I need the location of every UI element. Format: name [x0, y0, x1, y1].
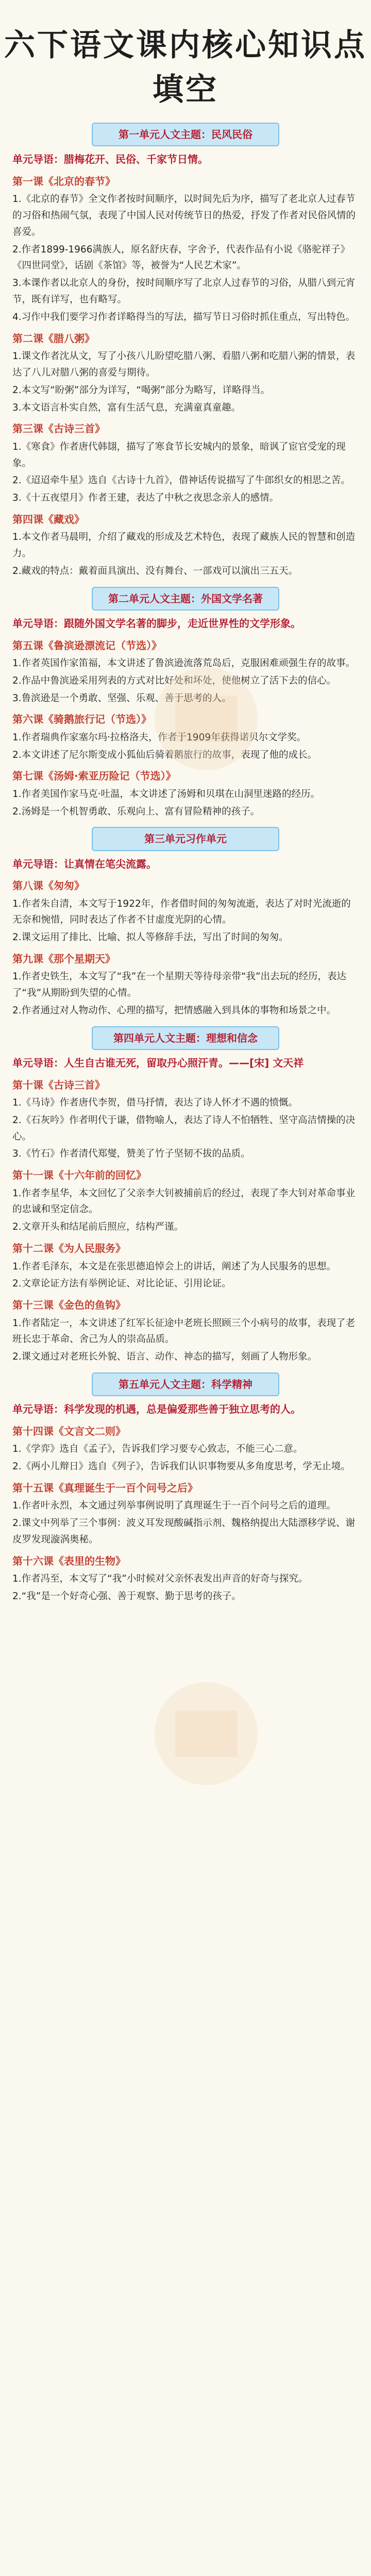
text-line: 1.作者瑞典作家塞尔玛·拉格洛夫，作者于1909年获得诺贝尔文学奖。 — [12, 732, 307, 743]
text-line: 3.《十五夜望月》作者王建，表达了中秋之夜思念亲人的感情。 — [12, 493, 279, 504]
lesson-title: 第二课《腊八粥》 — [12, 332, 95, 345]
text-line: 3.本课作者以北京人的身份，按时间顺序写了北京人过春节的习俗，从腊八到元宵节，既有详写，也有略写。 — [12, 278, 356, 306]
text-line: 2.藏戏的特点：戴着面具演出、没有舞台、一部戏可以演出三五天。 — [12, 565, 298, 577]
text-line: 1.作者史铁生，本文写了“我”在一个星期天等待母亲带“我”出去玩的经历，表达了“我”从期盼到失望的心情。 — [12, 971, 346, 999]
unit-theme: 单元导语：科学发现的机遇，总是偏爱那些善于独立思考的人。 — [12, 1403, 301, 1416]
text-line: 2.《石灰吟》作者明代于谦，借物喻人，表达了诗人不怕牺牲、坚守高洁情操的决心。 — [12, 1114, 356, 1142]
text-line: 2.作者1899-1966满族人，原名舒庆春，字舍予，代表作品有小说《骆驼祥子》《四世同堂》，话剧《茶馆》等，被誉为“人民艺术家”。 — [12, 244, 350, 272]
text-line: 1.《马诗》作者唐代李贺，借马抒情，表达了诗人怀才不遇的愤慨。 — [12, 1097, 298, 1109]
content — [0, 123, 371, 1605]
lesson-title: 第十二课《为人民服务》 — [12, 1242, 126, 1255]
unit-banner: 第五单元人文主题：科学精神 — [92, 1372, 279, 1396]
text-line: 2.文章论证方法有举例论证、对比论证、引用论证。 — [12, 1278, 231, 1290]
text-line: 1.《学弈》选自《孟子》，告诉我们学习要专心致志，不能三心二意。 — [12, 1444, 303, 1455]
text-line: 1.作者冯至，本文写了“我”小时候对父亲怀表发出声音的好奇与探究。 — [12, 1573, 308, 1584]
lesson-title: 第十五课《真理诞生于一百个问号之后》 — [12, 1481, 198, 1494]
text-line: 3.鲁滨逊是一个勇敢、坚强、乐观、善于思考的人。 — [12, 692, 231, 704]
lesson-title: 第一课《北京的春节》 — [12, 175, 115, 188]
text-line: 4.习作中我们要学习作者详略得当的写法，描写节日习俗时抓住重点，写出特色。 — [12, 311, 356, 323]
lesson-title: 第十三课《金色的鱼钩》 — [12, 1299, 126, 1312]
unit-theme: 单元导语：人生自古谁无死，留取丹心照汗青。——[宋] 文天祥 — [12, 1057, 304, 1070]
text-line: 2.《两小儿辩日》选自《列子》，告诉我们认识事物要从多角度思考，学无止境。 — [12, 1461, 350, 1472]
text-line: 2.作者通过对人物动作、心理的描写，把情感融入到具体的事物和场景之中。 — [12, 1005, 336, 1016]
text-line: 2.课文通过对老班长外貌、语言、动作、神态的描写，刻画了人物形象。 — [12, 1351, 317, 1363]
text-line: 2.作品中鲁滨逊采用列表的方式对比好处和坏处，使他树立了活下去的信心。 — [12, 675, 336, 686]
unit-banner: 第三单元习作单元 — [92, 827, 279, 851]
unit-banner: 第四单元人文主题：理想和信念 — [92, 1026, 279, 1050]
text-line: 2.汤姆是一个机智勇敢、乐观向上、富有冒险精神的孩子。 — [12, 806, 260, 817]
lesson-title: 第十六课《表里的生物》 — [12, 1554, 126, 1567]
lesson-title: 第十一课《十六年前的回忆》 — [12, 1169, 146, 1182]
lesson-title: 第八课《匆匆》 — [12, 879, 85, 892]
unit-theme: 单元导语：腊梅花开、民俗、千家节日情。 — [12, 153, 208, 166]
text-line: 2.本文讲述了尼尔斯变成小狐仙后骑着鹅旅行的故事，表现了他的成长。 — [12, 749, 317, 760]
lesson-title: 第五课《鲁滨逊漂流记（节选）》 — [12, 639, 162, 652]
text-line: 1.作者美国作家马克·吐温，本文讲述了汤姆和贝琪在山洞里迷路的经历。 — [12, 788, 321, 800]
lesson-title: 第九课《那个星期天》 — [12, 953, 115, 965]
text-line: 1.作者李星华，本文回忆了父亲李大钊被捕前后的经过，表现了李大钊对革命事业的忠诚和坚定信念。 — [12, 1188, 356, 1215]
text-line: 1.作者毛泽东，本文是在张思德追悼会上的讲话，阐述了为人民服务的思想。 — [12, 1261, 336, 1272]
text-line: 1.作者英国作家笛福，本文讲述了鲁滨逊流落荒岛后，克服困难顽强生存的故事。 — [12, 657, 356, 669]
text-line: 1.《寒食》作者唐代韩翃，描写了寒食节长安城内的景象，暗讽了宦官受宠的现象。 — [12, 441, 346, 469]
lesson-title: 第三课《古诗三首》 — [12, 422, 105, 435]
lesson-title: 第十课《古诗三首》 — [12, 1078, 105, 1091]
lesson-title: 第七课《汤姆·索亚历险记（节选）》 — [12, 770, 176, 783]
unit-theme: 单元导语：让真情在笔尖流露。 — [12, 857, 157, 870]
page-title: 六下语文课内核心知识点填空 — [4, 27, 367, 108]
unit-theme: 单元导语：跟随外国文学名著的脚步，走近世界性的文学形象。 — [12, 617, 301, 630]
text-line: 1.本文作者马晨明，介绍了藏戏的形成及艺术特色，表现了藏族人民的智慧和创造力。 — [12, 532, 356, 560]
lesson-title: 第六课《骑鹅旅行记（节选）》 — [12, 713, 151, 726]
text-line: 3.本文语言朴实自然，富有生活气息，充满童真童趣。 — [12, 402, 241, 413]
text-line: 2.课文运用了排比、比喻、拟人等修辞手法，写出了时间的匆匆。 — [12, 932, 289, 943]
text-line: 1.《北京的春节》全文作者按时间顺序，以时间先后为序，描写了老北京人过春节的习俗和热闹气氛，表现了中国人民对传统节日的热爱，抒发了作者对民俗风情的喜爱。 — [12, 194, 356, 238]
unit-banner: 第二单元人文主题：外国文学名著 — [92, 587, 279, 611]
text-line: 1.课文作者沈从文，写了小孩八儿盼望吃腊八粥、看腊八粥和吃腊八粥的情景，表达了八儿对腊八粥的喜爱与期待。 — [12, 351, 356, 378]
lesson-title: 第四课《藏戏》 — [12, 513, 85, 526]
text-line: 2.“我”是一个好奇心强、善于观察、勤于思考的孩子。 — [12, 1590, 241, 1602]
text-line: 2.文章开头和结尾前后照应，结构严谨。 — [12, 1222, 184, 1233]
watermark-logo-icon — [139, 1674, 273, 1793]
text-line: 2.课文中列举了三个事例：波义耳发现酸碱指示剂、魏格纳提出大陆漂移学说、谢皮罗发现漩涡奥秘。 — [12, 1517, 356, 1545]
text-line: 3.《竹石》作者清代郑燮，赞美了竹子坚韧不拔的品质。 — [12, 1148, 250, 1160]
text-line: 1.作者陆定一，本文讲述了红军长征途中老班长照顾三个小病号的故事，表现了老班长忠于革命、舍己为人的崇高品质。 — [12, 1317, 356, 1345]
lesson-title: 第十四课《文言文二则》 — [12, 1425, 126, 1437]
text-line: 1.作者叶永烈，本文通过列举事例说明了真理诞生于一百个问号之后的道理。 — [12, 1500, 336, 1512]
text-line: 2.《迢迢牵牛星》选自《古诗十九首》，借神话传说描写了牛郎织女的相思之苦。 — [12, 475, 350, 486]
text-line: 1.作者朱自清，本文写于1922年，作者借时间的匆匆流逝，表达了对时光流逝的无奈和惋惜，同时表达了作者不甘虚度光阴的心情。 — [12, 898, 351, 926]
text-line: 2.本文写“盼粥”部分为详写，“喝粥”部分为略写，详略得当。 — [12, 384, 270, 396]
unit-banner: 第一单元人文主题：民风民俗 — [92, 123, 279, 146]
